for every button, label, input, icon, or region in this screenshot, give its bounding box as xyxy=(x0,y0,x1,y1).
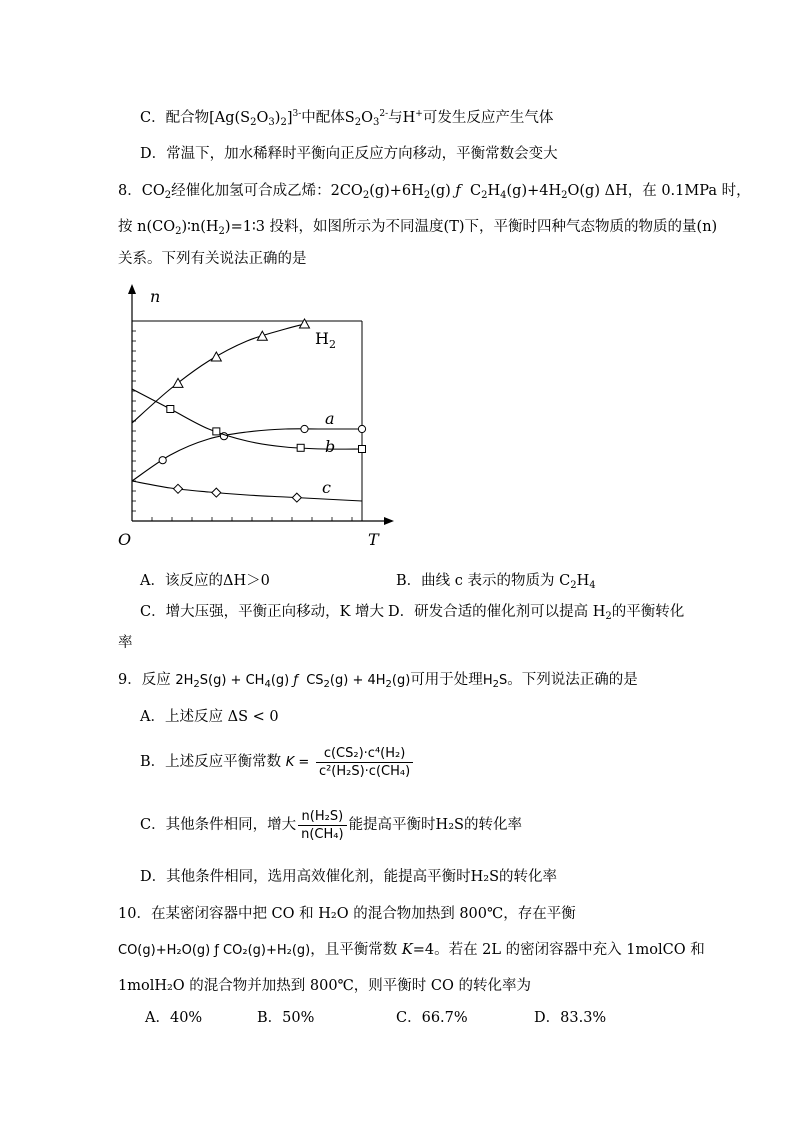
q8-option-b xyxy=(396,571,596,591)
option-text: 其他条件相同，选用高效催化剂，能提高平衡时H₂S的转化率 xyxy=(166,869,558,885)
text: =4。若在 2L 的密闭容器中充入 1molCO 和 xyxy=(412,942,705,958)
constant-K: K xyxy=(401,942,413,958)
option-letter: B． xyxy=(396,573,422,589)
fraction-denominator: n(CH₄) xyxy=(301,826,344,842)
prev-option-c xyxy=(140,108,553,128)
text: 按 n(CO xyxy=(118,219,176,235)
sub: 2 xyxy=(570,580,577,591)
text: (g)+4H xyxy=(506,183,562,199)
sub: 2 xyxy=(561,190,568,201)
y-axis-arrow xyxy=(128,284,136,294)
y-axis-label: n xyxy=(150,287,161,306)
equilibrium-chart xyxy=(110,278,410,558)
option-text: 其他条件相同，增大 xyxy=(165,817,297,833)
square-marker xyxy=(359,446,366,453)
text: 配合物[Ag(S xyxy=(165,110,251,126)
text: CO xyxy=(141,183,165,199)
circle-marker xyxy=(301,425,308,432)
q10-line2 xyxy=(118,940,705,961)
option-letter: D． xyxy=(388,604,415,620)
text: (g)+6H xyxy=(369,183,424,199)
option-letter: A． xyxy=(140,573,165,589)
sub: 3 xyxy=(372,117,380,128)
sup: 2- xyxy=(379,109,389,119)
option-letter: A． xyxy=(145,1010,170,1026)
question-number: 8． xyxy=(118,183,142,199)
text: S(g) + CH xyxy=(199,673,265,688)
k-fraction xyxy=(316,745,413,780)
text: 关系。下列有关说法正确的是 xyxy=(118,251,307,267)
q9-option-d xyxy=(140,867,557,887)
q8-option-a xyxy=(140,571,270,591)
triangle-marker xyxy=(300,319,310,328)
option-text: 该反应的ΔH＞0 xyxy=(164,573,270,589)
option-letter: C． xyxy=(140,604,166,620)
text: CS xyxy=(306,673,324,688)
prev-option-d xyxy=(140,144,558,164)
sub: 2 xyxy=(323,679,330,690)
text: )∶n(H xyxy=(181,219,219,235)
sub: 4 xyxy=(589,580,596,591)
series-label-c: c xyxy=(322,478,331,497)
text: H xyxy=(482,673,493,688)
sub: 2 xyxy=(492,679,499,690)
text: (g) xyxy=(430,183,451,199)
sub: 2 xyxy=(605,611,612,622)
text: 与H xyxy=(388,110,416,126)
fraction-numerator: c(CS₂)·c⁴(H₂) xyxy=(316,745,413,763)
option-text: 66.7% xyxy=(421,1010,468,1026)
fraction-denominator: c²(H₂S)·c(CH₄) xyxy=(318,763,411,779)
text: 的平衡转化 xyxy=(611,604,685,620)
option-letter: B． xyxy=(140,754,166,770)
sub: 2 xyxy=(385,679,392,690)
q10-option-a xyxy=(145,1008,202,1028)
text: 中配体S xyxy=(301,110,355,126)
option-letter: C． xyxy=(140,817,166,833)
option-letter: A． xyxy=(140,709,165,725)
option-letter: D． xyxy=(140,869,167,885)
text: 。下列说法正确的是 xyxy=(507,672,638,688)
sup: 3- xyxy=(292,109,302,119)
x-axis-arrow xyxy=(384,517,394,525)
q8-line2 xyxy=(118,217,717,237)
text: ] xyxy=(286,110,293,126)
series-label-H: $H_2$ xyxy=(315,329,336,351)
triangle-marker xyxy=(211,352,221,361)
text: )=1∶3 投料，如图所示为不同温度(T)下，平衡时四种气态物质的物质的量(n) xyxy=(224,219,718,235)
square-marker xyxy=(167,406,174,413)
sub: 2 xyxy=(250,117,257,128)
equation: CO(g)+H₂O(g) ƒ CO₂(g)+H₂(g) xyxy=(118,943,311,958)
fraction-numerator: n(H₂S) xyxy=(298,808,346,826)
constant-K: K = xyxy=(285,755,310,770)
text: H xyxy=(576,573,590,589)
text: (g) xyxy=(270,673,290,688)
question-number: 10． xyxy=(118,906,151,922)
diamond-marker xyxy=(174,484,183,493)
q10-line3 xyxy=(118,976,531,996)
option-text: 40% xyxy=(169,1010,203,1026)
equilibrium-arrow: ƒ xyxy=(455,183,461,199)
sub: 2 xyxy=(193,679,200,690)
chart-labels xyxy=(118,287,380,549)
q8-line1 xyxy=(118,181,751,201)
diamond-marker xyxy=(212,488,221,497)
text: 反应 xyxy=(141,672,171,688)
text: ，且平衡常数 xyxy=(310,942,402,958)
option-text: 83.3% xyxy=(560,1010,607,1026)
option-text: 上述反应平衡常数 xyxy=(165,754,282,770)
circle-marker xyxy=(358,425,365,432)
square-marker xyxy=(213,428,220,435)
q10-option-c xyxy=(396,1008,468,1028)
text: O xyxy=(256,110,269,126)
q8-option-c xyxy=(140,602,384,622)
option-letter: D． xyxy=(140,146,167,162)
question-number: 9． xyxy=(118,672,142,688)
option-text: 曲线 c 表示的物质为 C xyxy=(421,573,571,589)
option-text: 50% xyxy=(282,1010,315,1026)
q9-stem xyxy=(118,670,638,691)
option-letter: D． xyxy=(534,1010,561,1026)
sub: 2 xyxy=(164,190,172,201)
text: O(g) ΔH，在 0.1MPa 时， xyxy=(567,183,751,199)
text: C xyxy=(470,183,482,199)
option-letter: C． xyxy=(396,1010,422,1026)
text: 可发生反应产生气体 xyxy=(422,110,554,126)
sub: 2 xyxy=(354,117,362,128)
q9-option-c xyxy=(140,806,522,844)
sub: 2 xyxy=(280,117,287,128)
sub: 3 xyxy=(268,117,275,128)
q9-option-a xyxy=(140,707,279,727)
text: ) xyxy=(274,110,281,126)
sup: + xyxy=(415,109,423,119)
sub: 2 xyxy=(218,226,225,237)
text: 可用于处理 xyxy=(410,672,483,688)
series-label-b: b xyxy=(325,437,336,456)
q9-option-b xyxy=(140,743,415,782)
text: (g) xyxy=(391,673,411,688)
triangle-marker xyxy=(257,331,267,340)
square-marker xyxy=(297,444,304,451)
text: O xyxy=(361,110,373,126)
series-label-a: a xyxy=(325,409,335,428)
sub: 2 xyxy=(362,190,370,201)
sub: 4 xyxy=(264,679,271,690)
q10-option-d xyxy=(534,1008,606,1028)
text: 1molH₂O 的混合物并加热到 800℃，则平衡时 CO 的转化率为 xyxy=(118,978,532,994)
q8-option-d-cont xyxy=(118,633,133,653)
option-text: 增大压强，平衡正向移动，K 增大 xyxy=(165,604,385,620)
text: (g) + 4H xyxy=(329,673,386,688)
series-line xyxy=(132,324,305,423)
option-text: 常温下，加水稀释时平衡向正反应方向移动，平衡常数会变大 xyxy=(166,146,558,162)
series-H xyxy=(132,319,310,423)
ratio-fraction xyxy=(298,808,346,843)
option-text: 研发合适的催化剂可以提高 H xyxy=(414,604,606,620)
option-letter: C． xyxy=(140,110,166,126)
option-text: 能提高平衡时H₂S的转化率 xyxy=(348,817,522,833)
q8-option-d xyxy=(388,602,684,622)
text: S xyxy=(498,673,508,688)
option-letter: B． xyxy=(257,1010,283,1026)
sub: 2 xyxy=(175,226,182,237)
option-text: 上述反应 ΔS < 0 xyxy=(164,709,279,725)
text: 率 xyxy=(118,635,133,651)
diamond-marker xyxy=(292,493,301,502)
x-axis-label: T xyxy=(368,530,379,549)
text: 经催化加氢可合成乙烯：2CO xyxy=(171,183,363,199)
sub: 4 xyxy=(500,190,507,201)
q10-option-b xyxy=(257,1008,314,1028)
chart-axes xyxy=(128,284,394,525)
sub: 2 xyxy=(423,190,431,201)
text: 在某密闭容器中把 CO 和 H₂O 的混合物加热到 800℃，存在平衡 xyxy=(150,906,576,922)
text: H xyxy=(487,183,501,199)
q8-line3 xyxy=(118,249,307,269)
origin-label: O xyxy=(118,530,132,549)
series-label-subscript: 2 xyxy=(328,338,336,351)
q10-line1 xyxy=(118,904,576,924)
text: 2H xyxy=(175,673,194,688)
circle-marker xyxy=(159,457,166,464)
sub: 2 xyxy=(481,190,488,201)
equilibrium-arrow: ƒ xyxy=(293,673,298,688)
